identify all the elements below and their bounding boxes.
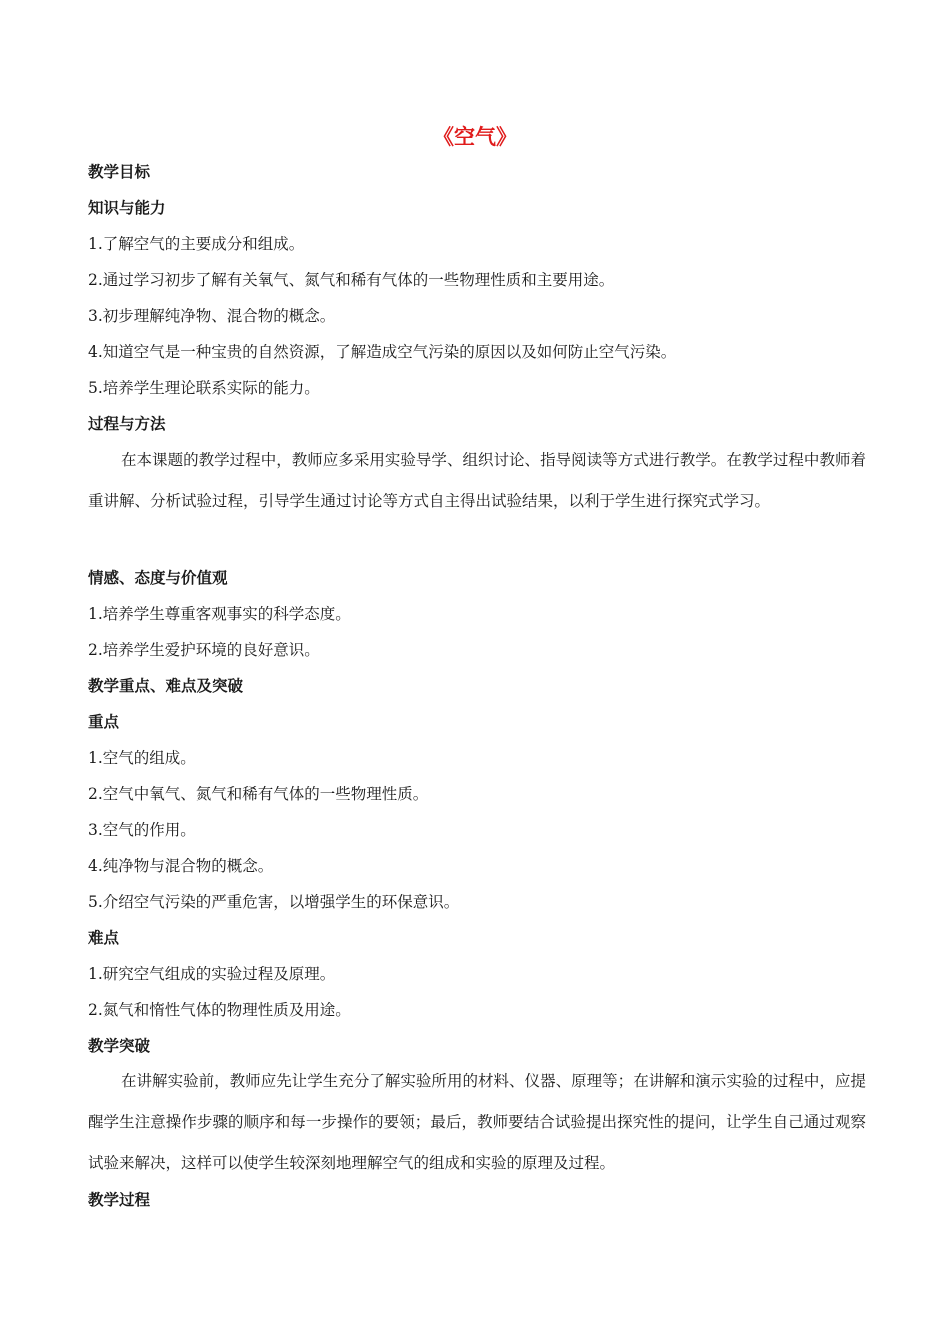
emotion-item-1: 1.培养学生尊重客观事实的科学态度。 <box>88 605 351 623</box>
heading-teaching-process: 教学过程 <box>88 1191 151 1209</box>
knowledge-item-1: 1.了解空气的主要成分和组成。 <box>88 235 305 253</box>
process-paragraph: 在本课题的教学过程中，教师应多采用实验导学、组织讨论、指导阅读等方式进行教学。在教学过程中教师着重讲解、分析试验过程，引导学生通过讨论等方式自主得出试验结果，以利于学生进行探究式学习。 <box>88 451 866 510</box>
document-title: 《空气》 <box>433 125 517 149</box>
breakthrough-paragraph: 在讲解实验前，教师应先让学生充分了解实验所用的材料、仪器、原理等；在讲解和演示实验的过程中，应提醒学生注意操作步骤的顺序和每一步操作的要领；最后，教师要结合试验提出探究性的提问，让学生自己通过观察试验来解决，这样可以使学生较深刻地理解空气的组成和实验的原理及过程。 <box>88 1072 866 1172</box>
heading-key-points: 重点 <box>88 713 120 731</box>
emotion-item-2: 2.培养学生爱护环境的良好意识。 <box>88 641 320 659</box>
heading-focus: 教学重点、难点及突破 <box>88 677 244 695</box>
heading-breakthrough: 教学突破 <box>88 1037 151 1055</box>
difficult-item-1: 1.研究空气组成的实验过程及原理。 <box>88 965 336 983</box>
key-item-5: 5.介绍空气污染的严重危害，以增强学生的环保意识。 <box>88 893 460 911</box>
knowledge-item-2: 2.通过学习初步了解有关氧气、氮气和稀有气体的一些物理性质和主要用途。 <box>88 271 615 289</box>
key-item-1: 1.空气的组成。 <box>88 749 196 767</box>
heading-knowledge: 知识与能力 <box>88 199 166 217</box>
difficult-item-2: 2.氮气和惰性气体的物理性质及用途。 <box>88 1001 351 1019</box>
key-item-2: 2.空气中氧气、氮气和稀有气体的一些物理性质。 <box>88 785 429 803</box>
heading-teaching-goal: 教学目标 <box>88 163 151 181</box>
key-item-4: 4.纯净物与混合物的概念。 <box>88 857 274 875</box>
knowledge-item-3: 3.初步理解纯净物、混合物的概念。 <box>88 307 336 325</box>
key-item-3: 3.空气的作用。 <box>88 821 196 839</box>
heading-process: 过程与方法 <box>88 415 166 433</box>
knowledge-item-4: 4.知道空气是一种宝贵的自然资源，了解造成空气污染的原因以及如何防止空气污染。 <box>88 343 677 361</box>
heading-emotion: 情感、态度与价值观 <box>88 569 228 587</box>
heading-difficult-points: 难点 <box>88 929 120 947</box>
knowledge-item-5: 5.培养学生理论联系实际的能力。 <box>88 379 320 397</box>
